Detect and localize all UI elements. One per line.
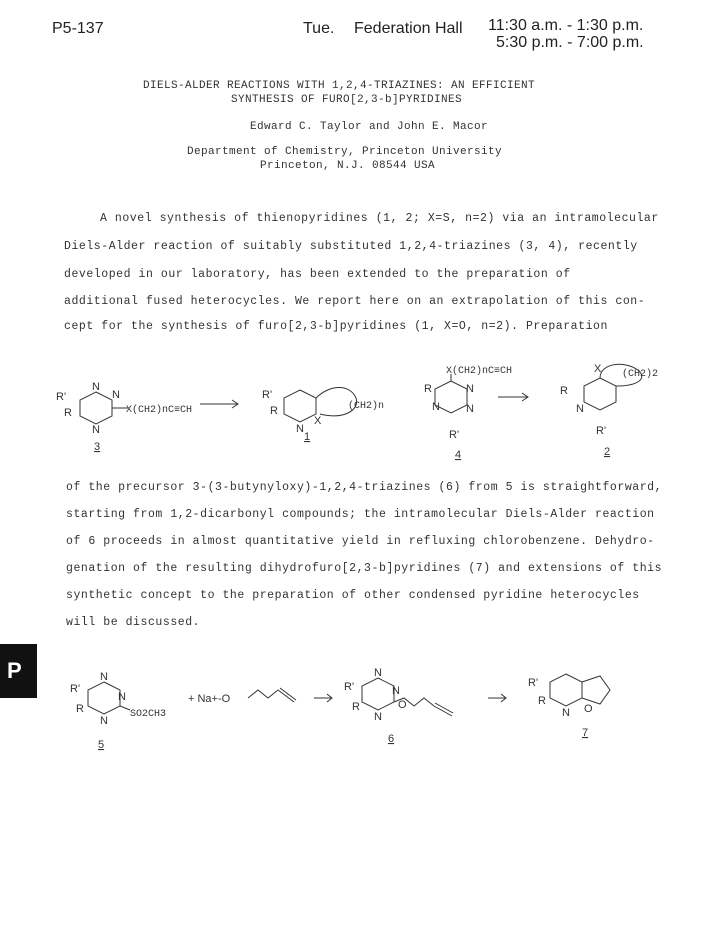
structure-5-n2: N bbox=[118, 691, 126, 703]
structure-7-n: N bbox=[562, 707, 570, 719]
reagent-chain bbox=[248, 688, 296, 702]
paper-authors: Edward C. Taylor and John E. Macor bbox=[250, 121, 489, 133]
structure-4-n2: N bbox=[432, 401, 440, 413]
paragraph-1-line-1: A novel synthesis of thienopyridines (1, 2; X=S, n=2) via an intramolecular bbox=[100, 212, 659, 225]
structure-1-r: R bbox=[270, 405, 278, 417]
structure-1-r1: R' bbox=[262, 389, 273, 401]
structure-4-r1: R' bbox=[449, 429, 460, 441]
paper-affiliation-2: Princeton, N.J. 08544 USA bbox=[260, 160, 436, 172]
session-code: P5-137 bbox=[52, 20, 104, 37]
compound-4-label: 4 bbox=[455, 449, 462, 461]
compound-3-label: 3 bbox=[94, 441, 101, 453]
arrow-2 bbox=[498, 393, 528, 401]
paragraph-2-line-1: of the precursor 3-(3-butynyloxy)-1,2,4-triazines (6) from 5 is straightforward, bbox=[66, 481, 663, 494]
paragraph-2-line-2: starting from 1,2-dicarbonyl compounds; the intramolecular Diels-Alder reaction bbox=[66, 508, 655, 521]
structure-3-n3: N bbox=[92, 424, 100, 436]
paper-title-line-1: DIELS-ALDER REACTIONS WITH 1,2,4-TRIAZINES: AN EFFICIENT bbox=[143, 80, 536, 92]
structure-3-n1: N bbox=[92, 381, 100, 393]
structure-2-r1: R' bbox=[596, 425, 607, 437]
structure-4-r: R bbox=[424, 383, 432, 395]
structure-6-o: O bbox=[398, 699, 407, 711]
structure-7-o: O bbox=[584, 703, 593, 715]
structure-1-ring: (CH2)n bbox=[348, 401, 385, 412]
structure-7 bbox=[550, 674, 610, 706]
paragraph-2-line-5: synthetic concept to the preparation of other condensed pyridine heterocycles bbox=[66, 589, 640, 602]
arrow-3 bbox=[314, 694, 332, 702]
paper-title-line-2: SYNTHESIS OF FURO[2,3-b]PYRIDINES bbox=[231, 94, 463, 106]
structure-5-substituent: SO2CH3 bbox=[130, 709, 167, 720]
structure-6-n3: N bbox=[374, 711, 382, 723]
paragraph-1-line-5: cept for the synthesis of furo[2,3-b]pyridines (1, X=O, n=2). Preparation bbox=[64, 320, 608, 333]
structure-5-r: R bbox=[76, 703, 84, 715]
structure-1-n: N bbox=[296, 423, 304, 435]
structure-3-n2: N bbox=[112, 389, 120, 401]
reagent-sodium-alkoxide: + Na+-O bbox=[188, 693, 231, 705]
arrow-1 bbox=[200, 400, 238, 408]
structure-3-r1: R' bbox=[56, 391, 67, 403]
structure-3-r: R bbox=[64, 407, 72, 419]
compound-2-label: 2 bbox=[604, 446, 611, 458]
paper-affiliation-1: Department of Chemistry, Princeton University bbox=[187, 146, 503, 158]
structure-5-n3: N bbox=[100, 715, 108, 727]
structure-4-n3: N bbox=[466, 403, 474, 415]
compound-7-label: 7 bbox=[582, 727, 589, 739]
structure-5-n1: N bbox=[100, 671, 108, 683]
compound-5-label: 5 bbox=[98, 739, 105, 751]
structure-7-r: R bbox=[538, 695, 546, 707]
paragraph-1-line-4: additional fused heterocycles. We report here on an extrapolation of this con- bbox=[64, 295, 646, 308]
structure-6-n2: N bbox=[392, 685, 400, 697]
paragraph-2-line-4: genation of the resulting dihydrofuro[2,3-b]pyridines (7) and extensions of this bbox=[66, 562, 663, 575]
structure-4-n1: N bbox=[466, 383, 474, 395]
structure-2-ring: (CH2)2 bbox=[622, 369, 659, 380]
paragraph-1-line-2: Diels-Alder reaction of suitably substituted 1,2,4-triazines (3, 4), recently bbox=[64, 240, 638, 253]
session-time-1: 11:30 a.m. - 1:30 p.m. bbox=[488, 17, 644, 34]
structure-2-x: X bbox=[594, 363, 602, 375]
structure-3-sidechain: X(CH2)nC≡CH bbox=[126, 405, 193, 416]
compound-1-label: 1 bbox=[304, 431, 311, 443]
structure-6-r1: R' bbox=[344, 681, 355, 693]
structure-4-sidechain: X(CH2)nC≡CH bbox=[446, 366, 513, 377]
arrow-4 bbox=[488, 694, 506, 702]
structure-2-r: R bbox=[560, 385, 568, 397]
structure-5-r1: R' bbox=[70, 683, 81, 695]
session-time-2: 5:30 p.m. - 7:00 p.m. bbox=[496, 34, 644, 51]
paragraph-2-line-6: will be discussed. bbox=[66, 616, 201, 629]
session-venue: Federation Hall bbox=[354, 20, 463, 37]
paragraph-2-line-3: of 6 proceeds in almost quantitative yield in refluxing chlorobenzene. Dehydro- bbox=[66, 535, 655, 548]
structure-3 bbox=[80, 392, 128, 424]
structure-1-x: X bbox=[314, 415, 322, 427]
session-day: Tue. bbox=[303, 20, 335, 37]
structure-6-r: R bbox=[352, 701, 360, 713]
section-tab-letter: P bbox=[7, 658, 22, 683]
compound-6-label: 6 bbox=[388, 733, 395, 745]
paragraph-1-line-3: developed in our laboratory, has been extended to the preparation of bbox=[64, 268, 571, 281]
structure-6-n1: N bbox=[374, 667, 382, 679]
structure-2-n: N bbox=[576, 403, 584, 415]
structure-7-r1: R' bbox=[528, 677, 539, 689]
